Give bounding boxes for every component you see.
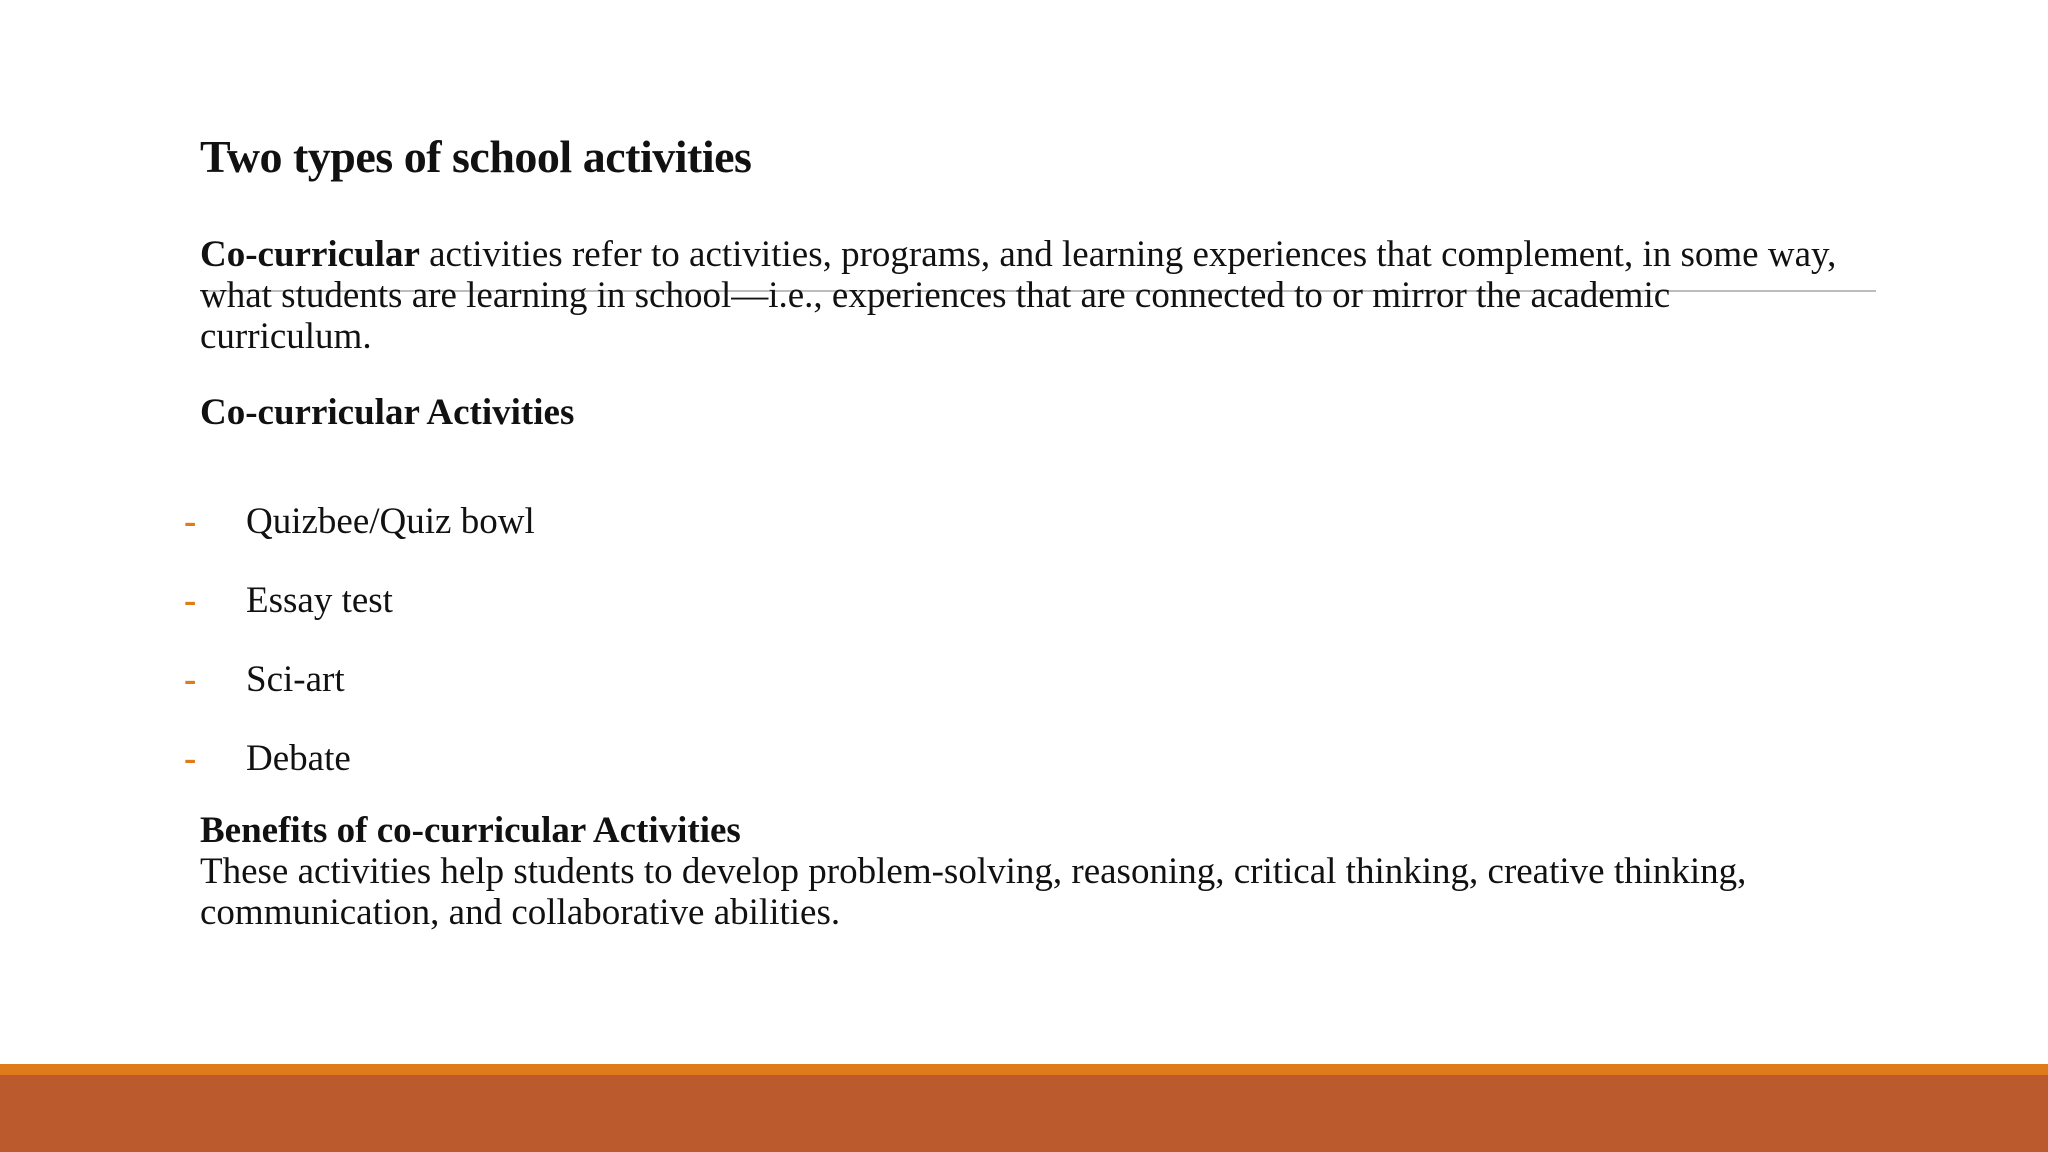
list-item-label: Debate: [246, 738, 351, 779]
activities-list: [180, 482, 535, 798]
benefits-heading: Benefits of co-curricular Activities: [200, 810, 741, 851]
list-item: [180, 640, 535, 719]
benefits-text: These activities help students to develop problem-solving, reasoning, critical thinking, creative thinking, communication, and collaborative abilities.: [200, 851, 1747, 933]
intro-text: activities refer to activities, programs, and learning experiences that complement, in some way, what students are learning in school—i.e., experiences that are connected to or mirror the academic curriculum.: [200, 234, 1837, 357]
intro-bold-term: Co-curricular: [200, 234, 420, 275]
footer-bar: [0, 1075, 2048, 1152]
slide-title: Two types of school activities: [200, 131, 752, 182]
dash-bullet-icon: -: [184, 580, 197, 621]
list-item-label: Quizbee/Quiz bowl: [246, 501, 535, 542]
dash-bullet-icon: -: [184, 738, 197, 779]
footer-accent-stripe: [0, 1064, 2048, 1075]
list-item: [180, 719, 535, 798]
list-item-label: Sci-art: [246, 659, 345, 700]
list-item-label: Essay test: [246, 580, 393, 621]
activities-subheading: Co-curricular Activities: [200, 392, 575, 433]
list-item: [180, 561, 535, 640]
dash-bullet-icon: -: [184, 659, 197, 700]
list-item: [180, 482, 535, 561]
dash-bullet-icon: -: [184, 501, 197, 542]
intro-paragraph: [200, 234, 1850, 357]
